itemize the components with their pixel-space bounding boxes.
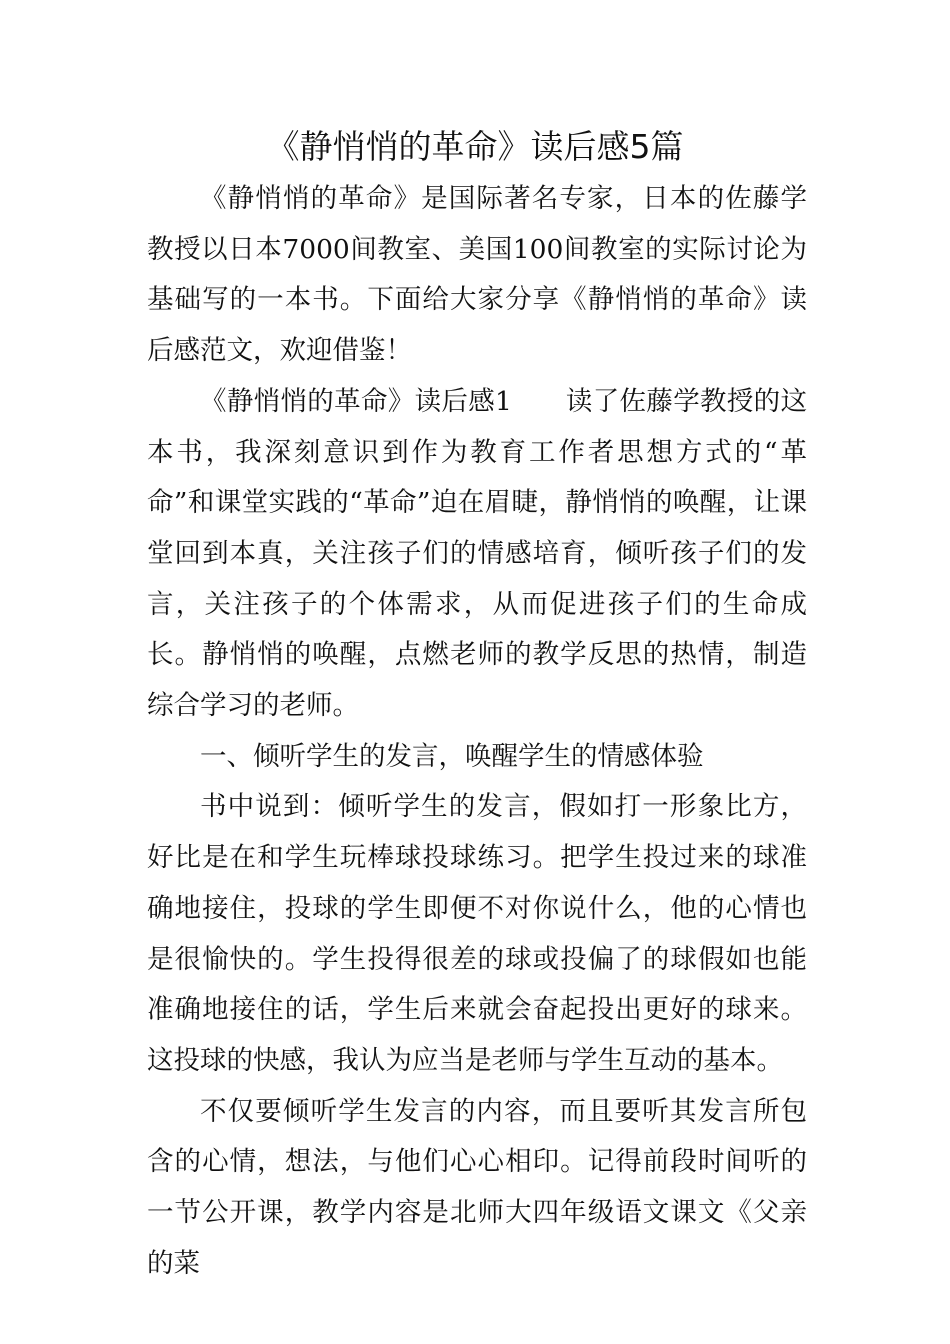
document-title: 《静悄悄的革命》读后感5篇 bbox=[266, 127, 684, 166]
section-heading-1: 一、倾听学生的发言，唤醒学生的情感体验 bbox=[200, 740, 704, 772]
document-body bbox=[147, 174, 807, 1289]
paragraph-listening-content: 不仅要倾听学生发言的内容，而且要听其发言所包含的心情，想法，与他们心心相印。记得前段时间听的一节公开课，教学内容是北师大四年级语文课文《父亲的菜 bbox=[147, 1095, 807, 1279]
paragraph-reflection-1: 《静悄悄的革命》读后感1 读了佐藤学教授的这本书，我深刻意识到作为教育工作者思想方式的“革命”和课堂实践的“革命”迫在眉睫，静悄悄的唤醒，让课堂回到本真，关注孩子们的情感培育，倾听孩子们的发言，关注孩子的个体需求，从而促进孩子们的生命成长。静悄悄的唤醒，点燃老师的教学反思的热情，制造综合学习的老师。 bbox=[147, 385, 807, 722]
paragraph-listening: 书中说到：倾听学生的发言，假如打一形象比方，好比是在和学生玩棒球投球练习。把学生投过来的球准确地接住，投球的学生即便不对你说什么，他的心情也是很愉快的。学生投得很差的球或投偏了的球假如也能准确地接住的话，学生后来就会奋起投出更好的球来。这投球的快感，我认为应当是老师与学生互动的基本。 bbox=[147, 791, 807, 1076]
paragraph-intro: 《静悄悄的革命》是国际著名专家，日本的佐藤学教授以日本7000间教室、美国100间教室的实际讨论为基础写的一本书。下面给大家分享《静悄悄的革命》读后感范文，欢迎借鉴！ bbox=[147, 183, 807, 367]
